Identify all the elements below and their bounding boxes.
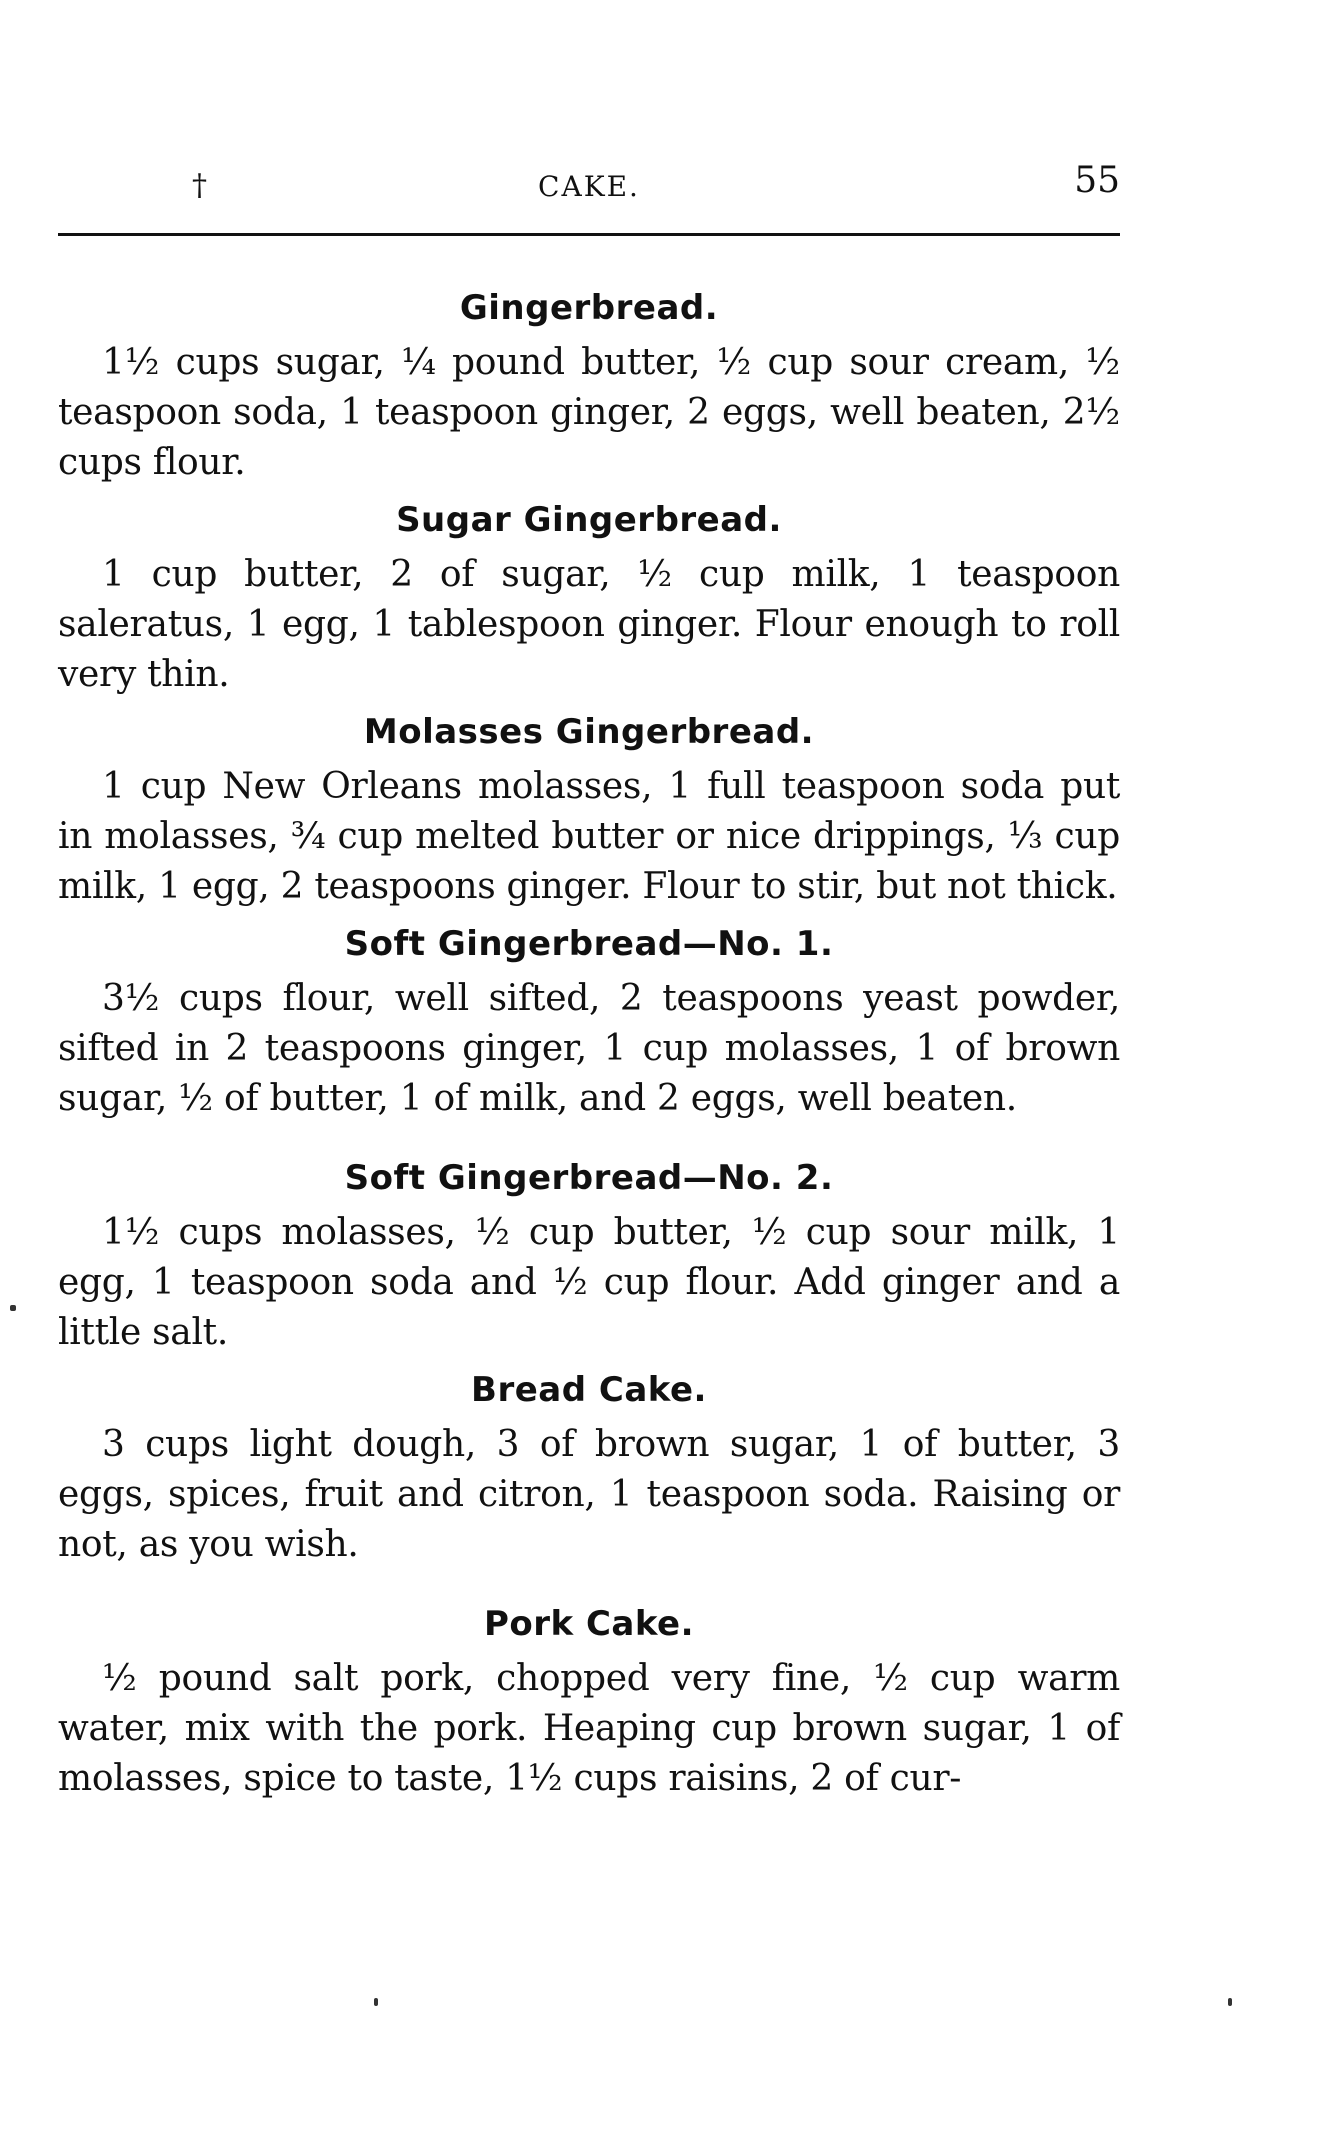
- recipe-body: 1½ cups sugar, ¼ pound butter, ½ cup sour cream, ½ teaspoon soda, 1 teaspoon ginger, 2 eggs, well beaten, 2½ cups flour.: [58, 342, 1120, 483]
- page-content: [58, 282, 1120, 1810]
- recipe-title: Pork Cake.: [483, 1604, 695, 1644]
- ink-speck: [10, 1305, 16, 1311]
- recipe-body: 3½ cups flour, well sifted, 2 teaspoons yeast powder, sifted in 2 teaspoons ginger, 1 cup molasses, 1 of brown sugar, ½ of butter, 1 of milk, and 2 eggs, well beaten.: [58, 978, 1120, 1119]
- recipe-soft-gingerbread-2: [58, 1152, 1120, 1358]
- page-header: [58, 160, 1120, 208]
- recipe-title: Bread Cake.: [471, 1370, 707, 1410]
- recipe-title: Gingerbread.: [459, 288, 719, 328]
- recipe-title: Sugar Gingerbread.: [396, 500, 782, 540]
- recipe-pork-cake: [58, 1598, 1120, 1804]
- recipe-body: 1 cup butter, 2 of sugar, ½ cup milk, 1 teaspoon saleratus, 1 egg, 1 tablespoon ginger. Flour enough to roll very thin.: [58, 554, 1120, 695]
- recipe-molasses-gingerbread: [58, 706, 1120, 912]
- section-gap: [58, 1130, 1120, 1152]
- printer-mark: †: [192, 168, 207, 203]
- recipe-title: Soft Gingerbread—No. 1.: [344, 924, 834, 964]
- recipe-title: Molasses Gingerbread.: [363, 712, 815, 752]
- section-gap: [58, 1576, 1120, 1598]
- page-number: 55: [1074, 160, 1120, 201]
- recipe-body: 1½ cups molasses, ½ cup butter, ½ cup sour milk, 1 egg, 1 teaspoon soda and ½ cup flour. Add ginger and a little salt.: [58, 1212, 1120, 1353]
- recipe-body: 3 cups light dough, 3 of brown sugar, 1 of butter, 3 eggs, spices, fruit and citron, 1 teaspoon soda. Raising or not, as you wish.: [58, 1424, 1120, 1565]
- header-rule: [58, 233, 1120, 236]
- ink-speck: [1228, 1998, 1232, 2006]
- ink-speck: [374, 1998, 378, 2006]
- recipe-soft-gingerbread-1: [58, 918, 1120, 1124]
- recipe-bread-cake: [58, 1364, 1120, 1570]
- recipe-sugar-gingerbread: [58, 494, 1120, 700]
- recipe-body: ½ pound salt pork, chopped very fine, ½ cup warm water, mix with the pork. Heaping cup brown sugar, 1 of molasses, spice to taste, 1½ cups raisins, 2 of cur-: [58, 1658, 1120, 1799]
- recipe-gingerbread: [58, 282, 1120, 488]
- recipe-title: Soft Gingerbread—No. 2.: [344, 1158, 834, 1198]
- running-title: CAKE.: [538, 170, 640, 203]
- recipe-body: 1 cup New Orleans molasses, 1 full teaspoon soda put in molasses, ¾ cup melted butter or nice drippings, ⅓ cup milk, 1 egg, 2 teaspoons ginger. Flour to stir, but not thick.: [58, 766, 1120, 907]
